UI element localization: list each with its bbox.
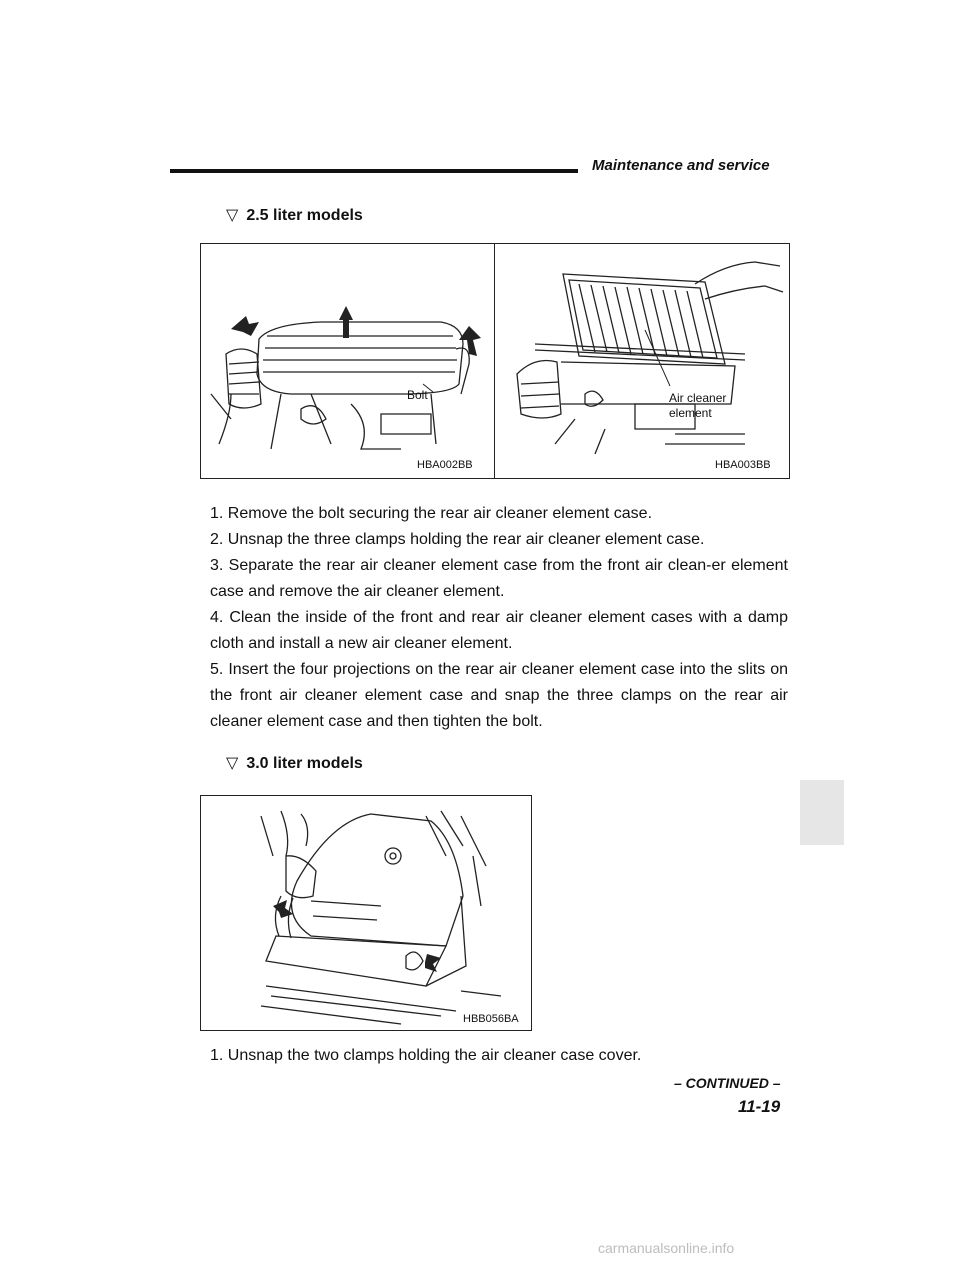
header-rule [170,169,578,173]
page-header-title: Maintenance and service [592,157,770,174]
step-item: 1. Unsnap the two clamps holding the air cleaner case cover. [210,1047,642,1064]
step-item: 5. Insert the four projections on the rear air cleaner element case into the slits on the front air cleaner element case and snap the three clamps on the rear air cleaner element case and then tighten the bolt. [210,661,788,730]
figure-air-cleaner-element [494,243,790,479]
figure-code-3-0: HBB056BA [463,1013,519,1025]
engine-illustration-3-0 [201,796,531,1030]
arrow-left-icon [231,316,259,336]
figure-air-cleaner-case-cover [200,795,532,1031]
step-item: 3. Separate the rear air cleaner element case from the front air clean-er element case and remove the air cleaner element. [210,557,788,600]
triangle-marker-icon: ▽ [226,755,239,772]
step-item: 2. Unsnap the three clamps holding the rear air cleaner element case. [210,531,705,548]
arrow-clamp-right-icon [425,954,441,972]
section-heading-2-5-liter [226,205,363,225]
continued-label: – CONTINUED – [674,1075,781,1091]
callout-air-cleaner-element [669,391,726,421]
section-heading-text: 3.0 liter models [246,755,363,772]
section-tab-marker [800,780,844,845]
steps-2-5-liter [210,501,788,735]
callout-line-2: element [669,406,712,420]
step-item: 1. Remove the bolt securing the rear air cleaner element case. [210,505,653,522]
step-item: 4. Clean the inside of the front and rear air cleaner element cases with a damp cloth and install a new air cleaner element. [210,609,788,652]
engine-illustration-left [201,244,495,478]
figure-rear-case-bolt [200,243,496,479]
page-number: 11-19 [738,1097,781,1116]
callout-line-1: Air cleaner [669,391,727,405]
triangle-marker-icon: ▽ [226,207,239,224]
section-heading-text: 2.5 liter models [246,207,363,224]
figure-code-right: HBA003BB [715,459,771,471]
callout-bolt: Bolt [407,388,428,402]
watermark: carmanualsonline.info [598,1240,735,1256]
figure-code-left: HBA002BB [417,459,473,471]
steps-3-0-liter [210,1043,788,1069]
engine-illustration-right [495,244,789,478]
section-heading-3-0-liter [226,753,363,773]
